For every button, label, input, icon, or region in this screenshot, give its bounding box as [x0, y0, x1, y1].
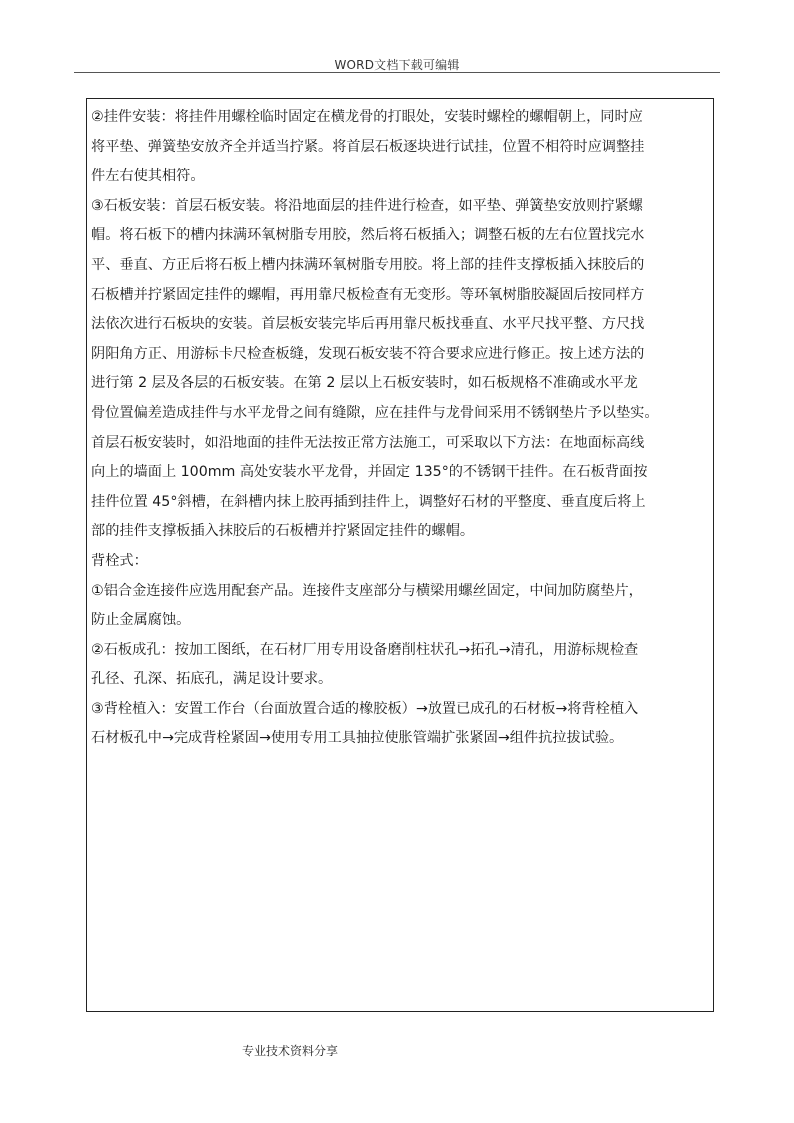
text-line: 部的挂件支撑板插入抹胶后的石板槽并拧紧固定挂件的螺帽。 — [91, 523, 475, 540]
paragraph-stone-drilling — [91, 636, 717, 695]
text-line: ③背栓植入：安置工作台（台面放置合适的橡胶板）→放置已成孔的石材板→将背栓植入 — [91, 700, 639, 717]
paragraph-hanger-install — [91, 103, 717, 192]
text-line: 背栓式： — [91, 552, 148, 569]
text-line: ②挂件安装：将挂件用螺栓临时固定在横龙骨的打眼处，安装时螺栓的螺帽朝上，同时应 — [91, 109, 643, 125]
document-body — [91, 103, 717, 754]
paragraph-stone-install — [91, 192, 717, 429]
text-line: 平、垂直、方正后将石板上槽内抹满环氧树脂专用胶。将上部的挂件支撑板插入抹胶后的 — [91, 256, 645, 273]
paragraph-first-layer-alt — [91, 429, 717, 547]
text-line: 挂件位置 45°斜槽，在斜槽内抹上胶再插到挂件上，调整好石材的平整度、垂直度后将上 — [91, 493, 646, 510]
text-line: 防止金属腐蚀。 — [91, 612, 191, 629]
paragraph-back-bolt-insert — [91, 695, 717, 754]
text-line: 将平垫、弹簧垫安放齐全并适当拧紧。将首层石板逐块进行试挂，位置不相符时应调整挂 — [91, 138, 645, 155]
text-line: 向上的墙面上 100mm 高处安装水平龙骨，并固定 135°的不锈钢干挂件。在石板背面按 — [91, 464, 648, 481]
header-divider — [74, 72, 720, 73]
text-line: ②石板成孔：按加工图纸，在石材厂用专用设备磨削柱状孔→拓孔→清孔，用游标规检查 — [91, 641, 639, 658]
text-line: 首层石板安装时，如沿地面的挂件无法按正常方法施工，可采取以下方法：在地面标高线 — [91, 434, 645, 451]
text-line: 石材板孔中→完成背栓紧固→使用专用工具抽拉使胀管端扩张紧固→组件抗拉拔试验。 — [91, 730, 624, 747]
text-line: 孔径、孔深、拓底孔，满足设计要求。 — [91, 671, 333, 688]
paragraph-aluminum-connector — [91, 577, 717, 636]
page-footer: 专业技术资料分享 — [242, 1044, 339, 1058]
text-line: 件左右使其相符。 — [91, 168, 205, 185]
text-line: ③石板安装：首层石板安装。将沿地面层的挂件进行检查，如平垫、弹簧垫安放则拧紧螺 — [91, 197, 643, 214]
text-line: 进行第 2 层及各层的石板安装。在第 2 层以上石板安装时，如石板规格不准确或水平龙 — [91, 375, 638, 392]
text-line: 法依次进行石板块的安装。首层板安装完毕后再用靠尺板找垂直、水平尺找平整、方尺找 — [91, 316, 645, 333]
section-heading-back-bolt — [91, 547, 717, 577]
text-line: 骨位置偏差造成挂件与水平龙骨之间有缝隙，应在挂件与龙骨间采用不锈钢垫片予以垫实。 — [91, 404, 659, 421]
page-header: WORD文档下载可编辑 — [334, 58, 460, 72]
text-line: 石板槽并拧紧固定挂件的螺帽，再用靠尺板检查有无变形。等环氧树脂胶凝固后按同样方 — [91, 286, 645, 303]
text-line: 帽。将石板下的槽内抹满环氧树脂专用胶，然后将石板插入；调整石板的左右位置找完水 — [91, 227, 645, 244]
text-line: 阴阳角方正、用游标卡尺检查板缝，发现石板安装不符合要求应进行修正。按上述方法的 — [91, 345, 645, 362]
text-line: ①铝合金连接件应选用配套产品。连接件支座部分与横梁用螺丝固定，中间加防腐垫片， — [91, 582, 643, 599]
